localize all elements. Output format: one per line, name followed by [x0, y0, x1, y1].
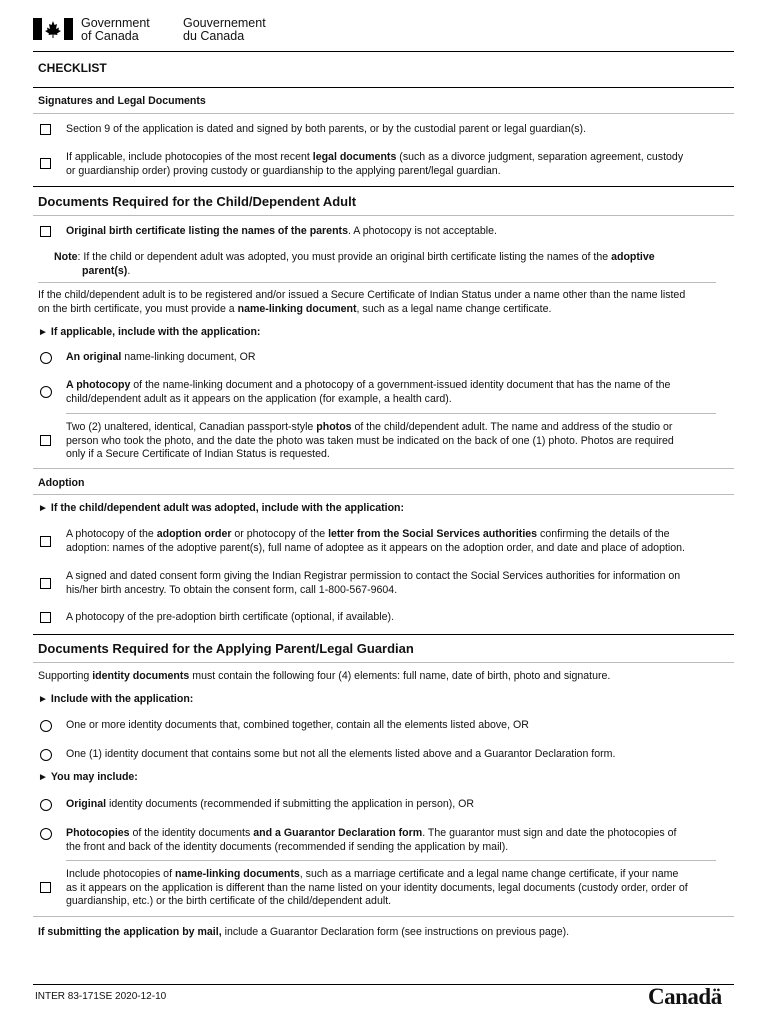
sig-heading: Signatures and Legal Documents [38, 95, 206, 107]
mail-note: If submitting the application by mail, include a Guarantor Declaration form (see instructions on previous page). [38, 926, 570, 938]
parent-opt-3: Original identity documents (recommended if submitting the application in person), OR [66, 798, 475, 810]
child-opt-2: A photocopy of the name-linking document and a photocopy of a government-issued identity document that has the name of the child/dependent adult as it appears on the application (for example, a health card). [66, 379, 671, 405]
checkbox-adoption-order[interactable] [40, 536, 51, 547]
adoption-item-1: A photocopy of the adoption order or photocopy of the letter from the Social Services authorities confirming the details of the adoption: names of the adoptive parent(s), full name of adoptee as it appears on the adoption order, and date and place of adoption. [66, 528, 685, 554]
header-rule [33, 51, 734, 52]
sig-item-2: If applicable, include photocopies of the most recent legal documents (such as a divorce judgment, separation agreement, custody or guardianship order) proving custody or guardianship to the applying parent/legal guardian. [66, 151, 684, 177]
radio-original-ids[interactable] [40, 799, 52, 811]
child-if-applicable: ► If applicable, include with the application: [38, 326, 261, 338]
checkbox-consent-form[interactable] [40, 578, 51, 589]
parent-heading: Documents Required for the Applying Parent/Legal Guardian [38, 641, 414, 656]
child-para: If the child/dependent adult is to be registered and/or issued a Secure Certificate of Indian Status under a name other than the name listed on the birth certificate, you must provide a name-linking document, such as a legal name change certificate. [38, 289, 686, 315]
checkbox-signed[interactable] [40, 124, 51, 135]
canada-wordmark: Canadä [648, 984, 722, 1009]
checkbox-photos[interactable] [40, 435, 51, 446]
radio-multiple-ids[interactable] [40, 720, 52, 732]
rule [33, 87, 734, 88]
arrow-right-icon: ► [38, 327, 48, 338]
rule [66, 413, 716, 414]
footer-rule [33, 984, 734, 985]
checkbox-birth-certificate[interactable] [40, 226, 51, 237]
form-code: INTER 83-171SE 2020-12-10 [35, 991, 167, 1002]
checklist-title: CHECKLIST [38, 61, 107, 75]
checkbox-pre-adoption[interactable] [40, 612, 51, 623]
child-photos: Two (2) unaltered, identical, Canadian passport-style photos of the child/dependent adult. The name and address of the studio or person who took the photo, and the date the photo was taken must be indicated on the back of one (1) photo. Photos are required only if a Secure Certificate of Indian Status is requested. [66, 421, 674, 461]
parent-opt-4: Photocopies of the identity documents and a Guarantor Declaration form. The guarantor must sign and date the photocopies of the front and back of the identity documents (recommended if sending the application by mail). [66, 827, 677, 853]
rule [33, 494, 734, 495]
checkbox-legal-docs[interactable] [40, 158, 51, 169]
adoption-heading: Adoption [38, 477, 85, 489]
rule [33, 113, 734, 114]
sig-item-1: Section 9 of the application is dated and signed by both parents, or by the custodial parent or legal guardian(s). [66, 123, 587, 135]
checkbox-name-linking[interactable] [40, 882, 51, 893]
adoption-item-2: A signed and dated consent form giving the Indian Registrar permission to contact the Social Services authorities for information on his/her birth ancestry. To obtain the consent form, call 1-800-567-9604. [66, 570, 681, 596]
adoption-item-3: A photocopy of the pre-adoption birth certificate (optional, if available). [66, 611, 395, 623]
rule [33, 662, 734, 663]
parent-opt-1: One or more identity documents that, combined together, contain all the elements listed above, OR [66, 719, 529, 731]
rule [38, 282, 716, 283]
child-note: Note: If the child or dependent adult was adopted, you must provide an original birth certificate listing the names of the adoptive parent(s). [54, 251, 655, 277]
rule [66, 860, 716, 861]
child-item-1: Original birth certificate listing the names of the parents. A photocopy is not acceptable. [66, 225, 497, 237]
arrow-right-icon: ► [38, 503, 48, 514]
parent-may-include: ► You may include: [38, 771, 138, 783]
rule [33, 468, 734, 469]
radio-single-id[interactable] [40, 749, 52, 761]
rule [33, 634, 734, 635]
canada-flag-icon [33, 18, 73, 40]
radio-photocopies[interactable] [40, 828, 52, 840]
gov-en-title: Government of Canada [81, 16, 150, 43]
rule [33, 916, 734, 917]
child-opt-1: An original name-linking document, OR [66, 351, 256, 363]
radio-original[interactable] [40, 352, 52, 364]
adoption-if-adopted: ► If the child/dependent adult was adopted, include with the application: [38, 502, 405, 514]
parent-opt-2: One (1) identity document that contains some but not all the elements listed above and a Guarantor Declaration form. [66, 748, 616, 760]
arrow-right-icon: ► [38, 772, 48, 783]
parent-support: Supporting identity documents must contain the following four (4) elements: full name, date of birth, photo and signature. [38, 670, 611, 682]
radio-photocopy[interactable] [40, 386, 52, 398]
parent-name-linking: Include photocopies of name-linking documents, such as a marriage certificate and a legal name change certificate, if your name as it appears on the application is different than the name listed on your identity documents, legal documents (custody order, order of guardianship, etc.) or the birth certificate of the child/dependent adult. [66, 868, 688, 908]
child-heading: Documents Required for the Child/Dependent Adult [38, 194, 357, 209]
parent-include: ► Include with the application: [38, 693, 194, 705]
rule [33, 186, 734, 187]
gov-fr-title: Gouvernement du Canada [183, 16, 266, 43]
rule [33, 215, 734, 216]
arrow-right-icon: ► [38, 694, 48, 705]
